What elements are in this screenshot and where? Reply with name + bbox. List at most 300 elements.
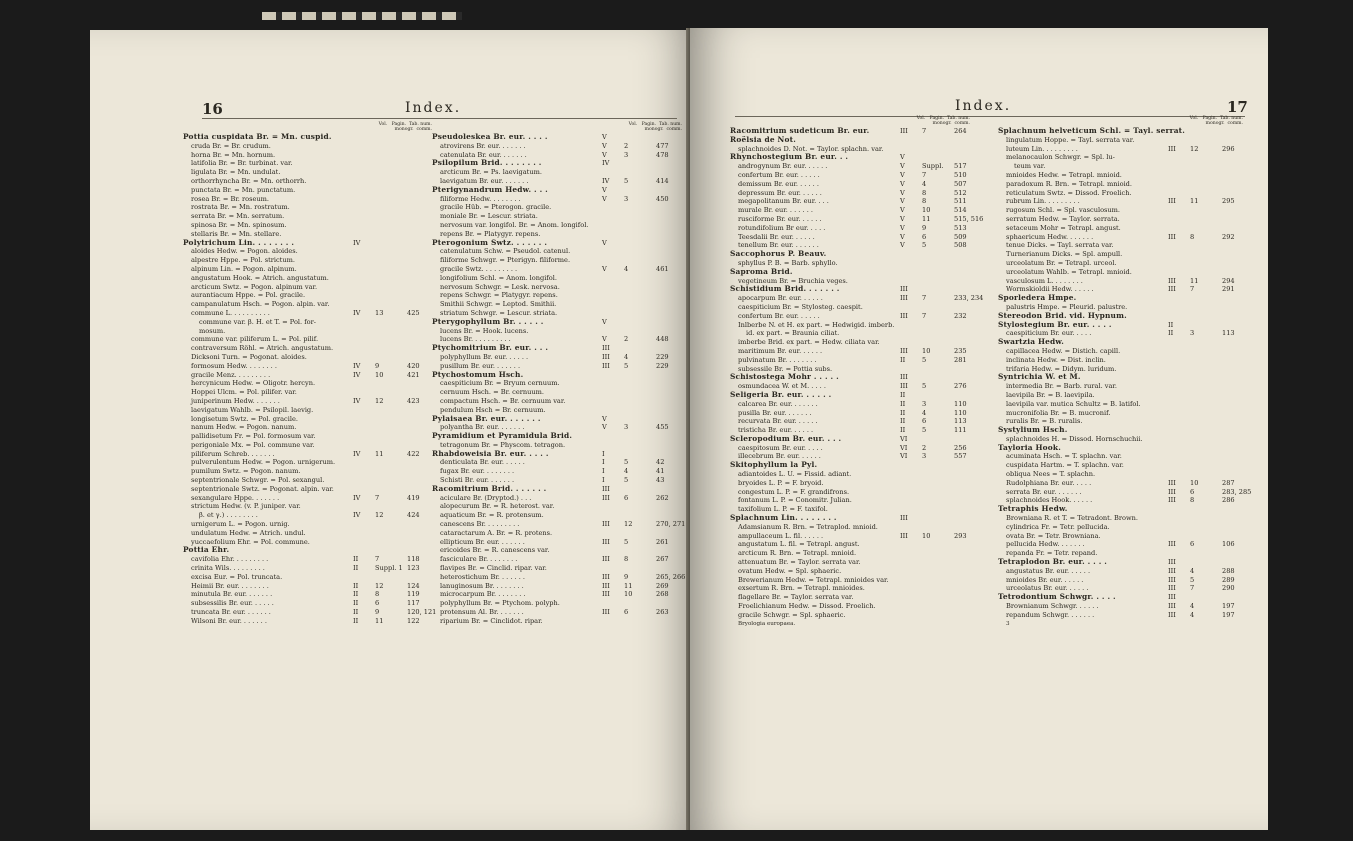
entry-text: microcarpum Br. . . . . . . . (440, 590, 526, 599)
entry-text: Rhabdoweisia Br. eur. . . . . (432, 448, 549, 458)
entry-text: Schistostega Mohr . . . . . (730, 372, 839, 382)
entry-plate: 3 (624, 423, 629, 432)
entry-plate: 9 (624, 572, 629, 581)
entry-volume: II (900, 355, 906, 364)
entry-text: Turnerianum Dicks. = Spl. ampull. (1006, 250, 1123, 259)
index-entry (998, 523, 1258, 532)
index-entry (183, 177, 433, 186)
index-entry (183, 529, 433, 538)
entry-text: catenulata Br. eur. . . . . . . (440, 150, 527, 159)
entry-plate: 11 (624, 581, 633, 590)
index-column (183, 132, 437, 626)
entry-text: mucronifolia Br. = B. mucronif. (1006, 408, 1111, 417)
entry-number: 232 (954, 311, 967, 320)
index-entry (730, 189, 990, 198)
entry-number: 289 (1222, 575, 1235, 584)
entry-text: fugax Br. eur. . . . . . . . (440, 467, 515, 476)
entry-number: 420 (407, 361, 420, 370)
index-entry (183, 485, 433, 494)
entry-volume: V (602, 238, 607, 247)
entry-volume: III (1168, 558, 1176, 567)
entry-text: cavifolia Ehr. . . . . . . . . (191, 555, 269, 564)
header-rule (202, 118, 677, 119)
color-ruler (262, 12, 462, 20)
entry-text: arcticum Br. = Ps. laevigatum. (440, 168, 542, 177)
index-entry (432, 221, 682, 230)
entry-number: 233, 234 (954, 294, 984, 303)
genus-entry (432, 133, 682, 142)
genus-entry (730, 391, 990, 400)
entry-text: pusilla Br. eur. . . . . . . (738, 408, 812, 417)
entry-text: pumilum Swtz. = Pogon. nanum. (191, 467, 301, 476)
entry-text: Stylostegium Br. eur. . . . . (998, 319, 1112, 329)
index-entry (432, 555, 682, 564)
entry-text: rugosum Schl. = Spl. vasculosum. (1006, 206, 1121, 215)
index-entry (998, 180, 1258, 189)
entry-plate: 6 (624, 493, 629, 502)
index-entry (998, 153, 1258, 162)
index-entry (183, 335, 433, 344)
entry-volume: IV (353, 396, 361, 405)
entry-number: 425 (407, 308, 420, 317)
entry-volume: III (602, 572, 610, 581)
entry-number: 461 (656, 264, 669, 273)
index-entry (730, 602, 990, 611)
entry-number: 197 (1222, 602, 1235, 611)
index-entry (432, 502, 682, 511)
index-entry (730, 558, 990, 567)
entry-text: truncata Br. eur. . . . . . . (191, 608, 271, 617)
entry-plate: 8 (1190, 496, 1195, 505)
index-entry (730, 488, 990, 497)
entry-text: urceolatum Br. = Tetrapl. urceol. (1006, 258, 1117, 267)
entry-text: lanuginosum Br. . . . . . . . (440, 581, 524, 590)
entry-text: Rudolphiana Br. eur. . . . . (1006, 478, 1092, 487)
entry-text: Stereodon Brid. vid. Hypnum. (998, 310, 1127, 320)
entry-volume: IV (353, 238, 361, 247)
index-entry (432, 599, 682, 608)
entry-text: alpinum Lin. = Pogon. alpinum. (191, 264, 297, 273)
entry-text: polyantha Br. eur. . . . . . . (440, 423, 525, 432)
entry-text: urnigerum L. = Pogon. urnig. (191, 520, 290, 529)
entry-text: Racomitrium sudeticum Br. eur. (730, 126, 870, 135)
entry-number: 283, 285 (1222, 487, 1252, 496)
index-entry (432, 247, 682, 256)
entry-text: intermedia Br. = Barb. rural. var. (1006, 382, 1117, 391)
entry-volume: III (1168, 232, 1176, 241)
entry-plate: 9 (375, 608, 380, 617)
entry-text: rotundifolium Br eur. . . . . (738, 223, 826, 232)
entry-volume: V (900, 153, 905, 162)
index-entry (183, 353, 433, 362)
index-entry (432, 388, 682, 397)
index-entry (998, 145, 1258, 154)
entry-text: hercynicum Hedw. = Oligotr. hercyn. (191, 379, 316, 388)
entry-text: catenulatum Schw. = Pseudol. catenul. (440, 247, 571, 256)
entry-text: Pterigynandrum Hedw. . . . (432, 184, 548, 194)
entry-text: Splachnum Lin. . . . . . . . (730, 513, 837, 523)
index-entry (998, 470, 1258, 479)
entry-text: alopecurum Br. = R. heterost. var. (440, 502, 555, 511)
entry-volume: III (1168, 487, 1176, 496)
index-entry (730, 620, 990, 629)
genus-entry (432, 344, 682, 353)
index-entry (998, 620, 1258, 629)
entry-plate: 11 (1190, 276, 1199, 285)
entry-volume: III (602, 361, 610, 370)
entry-text: angustatum L. fil. = Tetrapl. angust. (738, 540, 860, 549)
entry-text: sphyllus P. B. = Barb. sphyllo. (738, 258, 838, 267)
entry-text: Rhynchostegium Br. eur. . . (730, 152, 849, 162)
index-entry (432, 283, 682, 292)
entry-plate: 7 (1190, 584, 1195, 593)
index-entry (183, 590, 433, 599)
entry-number: 287 (1222, 478, 1235, 487)
entry-text: Sporledera Hmpe. (998, 293, 1077, 303)
genus-entry (730, 285, 990, 294)
genus-entry (183, 546, 433, 555)
entry-volume: III (602, 537, 610, 546)
entry-number: 265, 266 (656, 572, 686, 581)
entry-number: 419 (407, 493, 420, 502)
index-entry (432, 274, 682, 283)
index-entry (432, 608, 682, 617)
entry-text: Wormskioldii Hedw. . . . . . (1006, 285, 1094, 294)
genus-entry (730, 136, 990, 145)
entry-text: Schisti Br. eur. . . . . . . (440, 476, 515, 485)
index-entry (432, 617, 682, 626)
index-entry (730, 496, 990, 505)
entry-plate: 11 (375, 449, 384, 458)
entry-text: Smithii Schwgr. = Leptod. Smithii. (440, 300, 557, 309)
column-header: Vol. Pagin. Tab. num. monogr. comm. (916, 116, 970, 126)
entry-plate: 10 (922, 346, 931, 355)
entry-text: juniperinum Hedw. . . . . . . (191, 396, 280, 405)
entry-text: sphaericum Hedw. . . . . . . (1006, 232, 1094, 241)
entry-text: pulverulentum Hedw. = Pogon. urnigerum. (191, 458, 336, 467)
entry-text: moniale Br. = Lescur. striata. (440, 212, 538, 221)
entry-text: demissum Br. eur. . . . . . (738, 179, 819, 188)
running-head: Index. (955, 98, 1012, 114)
entry-volume: IV (353, 308, 361, 317)
entry-volume: V (602, 414, 607, 423)
index-entry (998, 532, 1258, 541)
index-entry (183, 265, 433, 274)
entry-text: splachnoides H. = Dissod. Hornschuchii. (1006, 434, 1143, 443)
entry-volume: V (900, 223, 905, 232)
entry-volume: III (1168, 496, 1176, 505)
entry-text: yuccaefolium Ehr. = Pol. commune. (191, 537, 310, 546)
entry-number: 262 (656, 493, 669, 502)
entry-number: 295 (1222, 197, 1235, 206)
entry-plate: 5 (624, 537, 629, 546)
entry-text: cernuum Hsch. = Br. cernuum. (440, 388, 545, 397)
index-entry (183, 362, 433, 371)
entry-number: 455 (656, 423, 669, 432)
entry-text: exsertum R. Brn. = Tetrapl. mnioides. (738, 584, 865, 593)
index-entry (183, 608, 437, 617)
entry-text: Teesdalii Br. eur. . . . . . (738, 232, 815, 241)
entry-text: Pottia Ehr. (183, 545, 230, 555)
entry-text: attenuatum Br. = Taylor. serrata var. (738, 558, 861, 567)
entry-text: serrata Br. = Mn. serratum. (191, 212, 285, 221)
entry-text: gracile Schwgr. = Spl. sphaeric. (738, 610, 846, 619)
entry-text: septentrionale Swtz. = Pogonat. alpin. var. (191, 484, 334, 493)
genus-entry (730, 514, 990, 523)
index-entry (998, 567, 1258, 576)
entry-volume: V (900, 188, 905, 197)
entry-plate: 10 (922, 531, 931, 540)
entry-volume: III (602, 520, 610, 529)
entry-plate: 11 (375, 616, 384, 625)
entry-text: alpestre Hppe. = Pol. strictum. (191, 256, 295, 265)
entry-volume: IV (353, 511, 361, 520)
entry-plate: 5 (624, 361, 629, 370)
entry-plate: 6 (624, 608, 629, 617)
entry-volume: IV (353, 361, 361, 370)
entry-plate: 6 (375, 599, 380, 608)
entry-text: melanocaulon Schwgr. = Spl. lu- (1006, 153, 1115, 162)
index-entry (432, 256, 682, 265)
genus-entry (998, 593, 1258, 602)
entry-plate: 11 (922, 214, 931, 223)
index-entry (432, 142, 682, 151)
index-entry (183, 221, 433, 230)
entry-text: compactum Hsch. = Br. cernuum var. (440, 396, 566, 405)
entry-volume: II (900, 399, 906, 408)
entry-volume: IV (353, 449, 361, 458)
index-entry (730, 224, 990, 233)
entry-number: 269 (656, 581, 669, 590)
entry-number: 110 (954, 408, 967, 417)
entry-text: atrovirens Br. eur. . . . . . . (440, 141, 526, 150)
entry-number: 117 (407, 599, 420, 608)
entry-number: 421 (407, 370, 420, 379)
entry-number: 113 (954, 417, 967, 426)
entry-text: tetragonum Br. = Physcom. tetragon. (440, 440, 566, 449)
index-entry (730, 444, 990, 453)
entry-text: androgynum Br. eur. . . . . . (738, 162, 828, 171)
index-entry (730, 215, 990, 224)
entry-volume: III (602, 590, 610, 599)
entry-text: id. ex part. = Braunia ciliat. (746, 329, 840, 338)
index-column (730, 127, 990, 628)
entry-volume: III (900, 531, 908, 540)
entry-plate: 4 (922, 408, 927, 417)
entry-number: 263 (656, 608, 669, 617)
entry-text: contraversum Röhl. = Atrich. angustatum. (191, 344, 334, 353)
genus-entry (730, 435, 990, 444)
entry-text: sexangulare Hppe. . . . . . . (191, 493, 280, 502)
entry-text: taxifolium L. P. = F. taxifol. (738, 505, 828, 514)
genus-entry (730, 268, 990, 277)
index-entry (730, 584, 990, 593)
entry-text: undulatum Hedw. = Atrich. undul. (191, 528, 306, 537)
index-entry (183, 379, 433, 388)
index-entry (183, 256, 433, 265)
entry-volume: III (1168, 602, 1176, 611)
entry-plate: 4 (624, 264, 629, 273)
entry-text: fontanum L. P. = Conomitr. Julian. (738, 496, 852, 505)
entry-volume: III (1168, 285, 1176, 294)
index-entry (183, 458, 433, 467)
index-entry (183, 476, 433, 485)
entry-volume: III (602, 555, 610, 564)
entry-text: Hoppei Ulcm. = Pol. pilifer. var. (191, 388, 297, 397)
column-header: Vol. Pagin. Tab. num. monogr. comm. (1189, 116, 1243, 126)
entry-text: repanda Fr. = Tetr. repand. (1006, 549, 1098, 558)
entry-volume: V (900, 214, 905, 223)
entry-text: adiantoides L. U. = Fissid. adiant. (738, 470, 852, 479)
index-entry (998, 576, 1258, 585)
page-number: 17 (1227, 98, 1248, 116)
entry-number: 120, 121 (407, 608, 437, 617)
entry-volume: III (1168, 610, 1176, 619)
entry-text: murale Br. eur. . . . . . . (738, 206, 813, 215)
entry-volume: V (602, 423, 607, 432)
entry-volume: II (353, 581, 359, 590)
entry-volume: V (900, 232, 905, 241)
entry-text: tenellum Br. eur. . . . . . . (738, 241, 819, 250)
entry-text: congestum L. P. = F. grandifrons. (738, 487, 850, 496)
entry-text: mnioides Hedw. = Tetrapl. mnioid. (1006, 170, 1122, 179)
index-entry (730, 171, 990, 180)
index-entry (183, 423, 433, 432)
entry-text: Racomitrium Brid. . . . . . . (432, 483, 547, 493)
entry-text: flagellare Br. = Taylor. serrata var. (738, 593, 854, 602)
entry-plate: 7 (375, 493, 380, 502)
entry-text: apocarpum Br. eur. . . . . . (738, 294, 823, 303)
entry-text: ellipticum Br. eur. . . . . . . (440, 537, 525, 546)
entry-text: strictum Hedw. (v. P. juniper. var. (191, 502, 301, 511)
entry-text: subsessile Br. = Pottia subs. (738, 364, 833, 373)
entry-plate: 5 (624, 476, 629, 485)
entry-volume: II (900, 426, 906, 435)
entry-plate: 5 (624, 458, 629, 467)
index-entry (998, 356, 1258, 365)
entry-number: 124 (407, 581, 420, 590)
entry-text: rostrata Br. = Mn. rostratum. (191, 203, 290, 212)
entry-plate: 7 (1190, 285, 1195, 294)
genus-entry (432, 450, 682, 459)
entry-number: 424 (407, 511, 420, 520)
entry-text: Tayloria Hook. (998, 442, 1062, 452)
genus-entry (432, 239, 682, 248)
index-entry (432, 494, 682, 503)
entry-text: Saproma Brid. (730, 266, 793, 276)
entry-text: splachnoides D. Not. = Taylor. splachn. var. (738, 144, 884, 153)
genus-entry (998, 558, 1258, 567)
entry-number: 296 (1222, 144, 1235, 153)
entry-text: angustatum Hook. = Atrich. angustatum. (191, 273, 329, 282)
index-entry (730, 593, 990, 602)
entry-number: 507 (954, 179, 967, 188)
index-entry (998, 540, 1258, 549)
entry-text: serrata Br. eur. . . . . . . (1006, 487, 1082, 496)
entry-volume: V (900, 241, 905, 250)
index-entry (183, 247, 433, 256)
entry-plate: 4 (922, 179, 927, 188)
entry-plate: 10 (624, 590, 633, 599)
index-entry (730, 338, 990, 347)
index-entry (183, 555, 433, 564)
entry-text: Swartzia Hedw. (998, 337, 1065, 347)
entry-text: Seligeria Br. eur. . . . . . (730, 389, 832, 399)
entry-plate: 5 (624, 176, 629, 185)
entry-text: nervosum Schwgr. = Lesk. nervosa. (440, 282, 560, 291)
entry-text: filiforme Schwgr. = Pterigyn. filiforme. (440, 256, 571, 265)
left-page (90, 30, 698, 830)
index-entry (183, 344, 433, 353)
index-entry (730, 347, 990, 356)
index-entry (998, 206, 1258, 215)
entry-plate: 7 (922, 170, 927, 179)
entry-text: repens Schwgr. = Platygyr. repens. (440, 291, 558, 300)
index-entry (730, 417, 990, 426)
entry-text: confertum Br. eur. . . . . . (738, 170, 820, 179)
entry-plate: 8 (922, 188, 927, 197)
entry-number: 119 (407, 590, 420, 599)
entry-volume: V (602, 133, 607, 141)
index-entry (183, 159, 433, 168)
entry-text: urceolatum Wahlb. = Tetrapl. mnioid. (1006, 267, 1132, 276)
entry-text: ovatum Hedw. = Spl. sphaeric. (738, 566, 842, 575)
entry-text: lucens Br. . . . . . . . . . (440, 335, 511, 344)
entry-text: vegetineum Br. = Bruchia veges. (738, 276, 848, 285)
entry-text: aciculare Br. (Dryptod.) . . . (440, 493, 532, 502)
entry-text: Adamsianum R. Brn. = Tetraplod. mnioid. (738, 522, 878, 531)
entry-plate: 2 (922, 443, 927, 452)
entry-text: subsessilis Br. eur. . . . . . (191, 599, 274, 608)
index-entry (183, 397, 433, 406)
entry-text: urceolatus Br. eur. . . . . . (1006, 584, 1089, 593)
genus-entry (432, 159, 682, 168)
entry-number: 229 (656, 361, 669, 370)
column-header: Vol. Pagin. Tab. num. monogr. comm. (628, 122, 682, 132)
entry-number: 267 (656, 555, 669, 564)
entry-number: 422 (407, 449, 420, 458)
entry-text: ruralis Br. = B. ruralis. (1006, 417, 1083, 426)
entry-text: cuspidata Hartm. = T. splachn. var. (1006, 461, 1124, 470)
entry-text: laevipila Br. = B. laevipila. (1006, 390, 1095, 399)
entry-text: polyphyllum Br. eur. . . . . . (440, 352, 529, 361)
index-entry (183, 327, 433, 336)
entry-volume: III (900, 285, 908, 294)
genus-entry (183, 133, 433, 142)
index-entry (730, 479, 990, 488)
entry-text: caespiticium Br. = Stylosteg. caespit. (738, 302, 863, 311)
entry-text: commune var. β. H. et T. = Pol. for- (199, 317, 316, 326)
entry-number: 512 (954, 188, 967, 197)
entry-volume: V (602, 264, 607, 273)
index-entry (183, 573, 433, 582)
index-entry (183, 168, 433, 177)
entry-text: caespiticium Br. eur. . . . . (1006, 329, 1092, 338)
index-column (432, 132, 686, 626)
entry-text: Ptychomitrium Br. eur. . . . (432, 343, 549, 353)
entry-text: Pottia cuspidata Br. = Mn. cuspid. (183, 132, 332, 141)
entry-volume: V (900, 162, 905, 171)
entry-plate: 6 (922, 232, 927, 241)
entry-text: Systylium Hsch. (998, 425, 1068, 435)
entry-text: septentrionale Schwgr. = Pol. sexangul. (191, 476, 325, 485)
index-entry (998, 136, 1258, 145)
entry-volume: III (1168, 276, 1176, 285)
entry-volume: II (353, 564, 359, 573)
entry-text: megapolitanum Br. eur. . . . (738, 197, 829, 206)
entry-plate: 4 (624, 467, 629, 476)
entry-volume: III (1168, 197, 1176, 206)
